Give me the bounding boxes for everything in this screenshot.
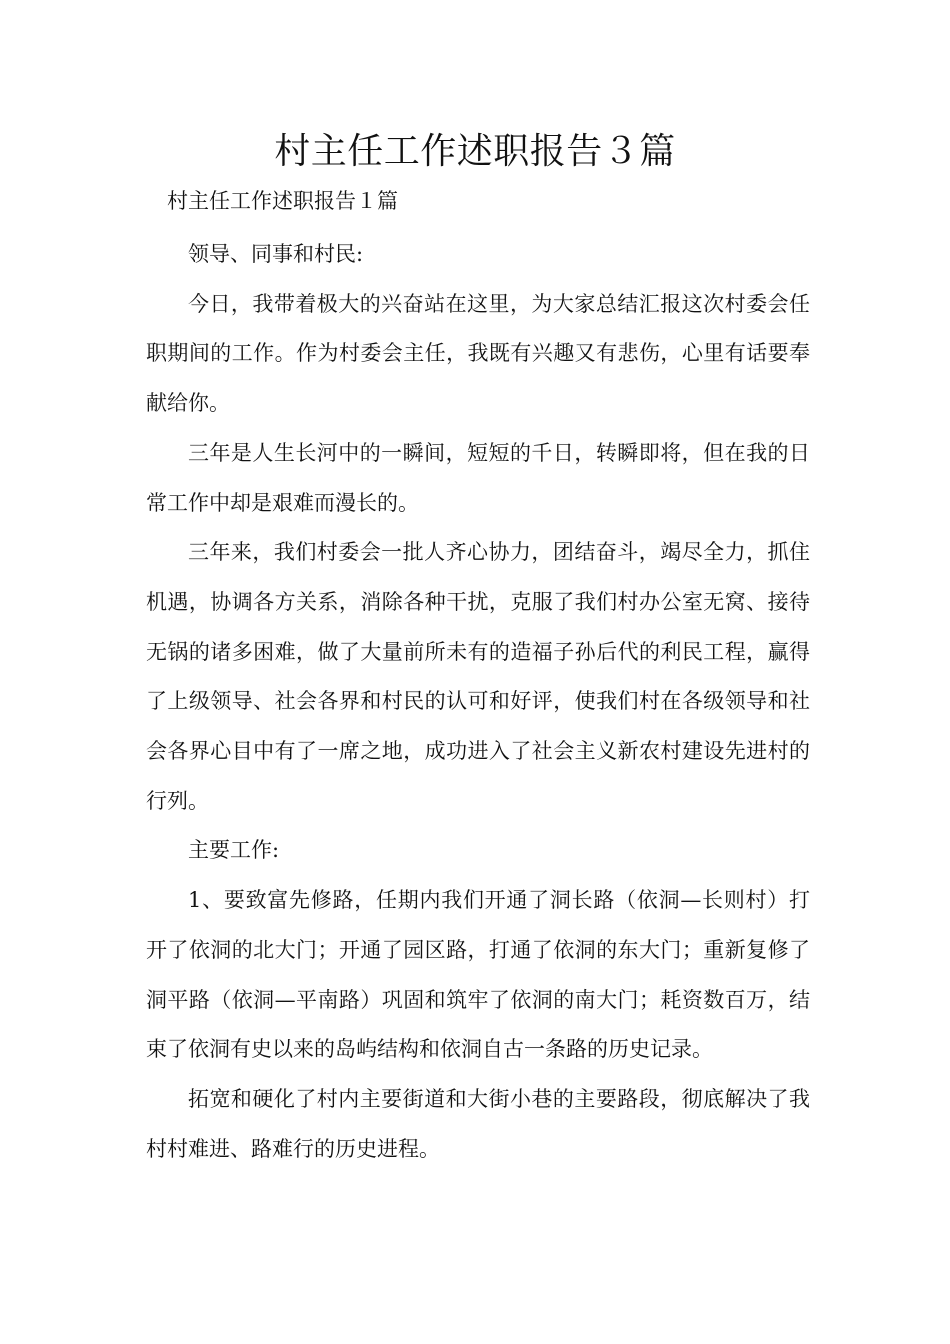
paragraph-opening: 今日，我带着极大的兴奋站在这里，为大家总结汇报这次村委会任职期间的工作。作为村委会主任，我既有兴趣又有悲伤，心里有话要奉献给你。	[146, 291, 810, 416]
document-title: 村主任工作述职报告３篇	[274, 131, 676, 172]
document-subtitle: 村主任工作述职报告１篇	[167, 189, 398, 213]
paragraph-greeting: 领导、同事和村民:	[188, 242, 364, 266]
paragraph-road-building: 1、要致富先修路，任期内我们开通了洞长路（依洞—长则村）打开了依洞的北大门；开通了园区路，打通了依洞的东大门；重新复修了洞平路（依洞—平南路）巩固和筑牢了依洞的南大门；耗资数百万，结束了依洞有史以来的岛屿结构和依洞自古一条路的历史记录。	[146, 888, 810, 1062]
paragraph-achievements: 三年来，我们村委会一批人齐心协力，团结奋斗，竭尽全力，抓住机遇，协调各方关系，消除各种干扰，克服了我们村办公室无窝、接待无锅的诸多困难，做了大量前所未有的造福子孙后代的利民工程，赢得了上级领导、社会各界和村民的认可和好评，使我们村在各级领导和社会各界心目中有了一席之地，成功进入了社会主义新农村建设先进村的行列。	[146, 540, 810, 813]
paragraph-main-work-heading: 主要工作:	[188, 838, 280, 863]
paragraph-street-hardening: 拓宽和硬化了村内主要街道和大街小巷的主要路段，彻底解决了我村村难进、路难行的历史进程。	[146, 1086, 810, 1161]
document-body	[146, 230, 810, 1174]
paragraph-three-years: 三年是人生长河中的一瞬间，短短的千日，转瞬即将，但在我的日常工作中却是艰难而漫长的。	[146, 440, 810, 515]
